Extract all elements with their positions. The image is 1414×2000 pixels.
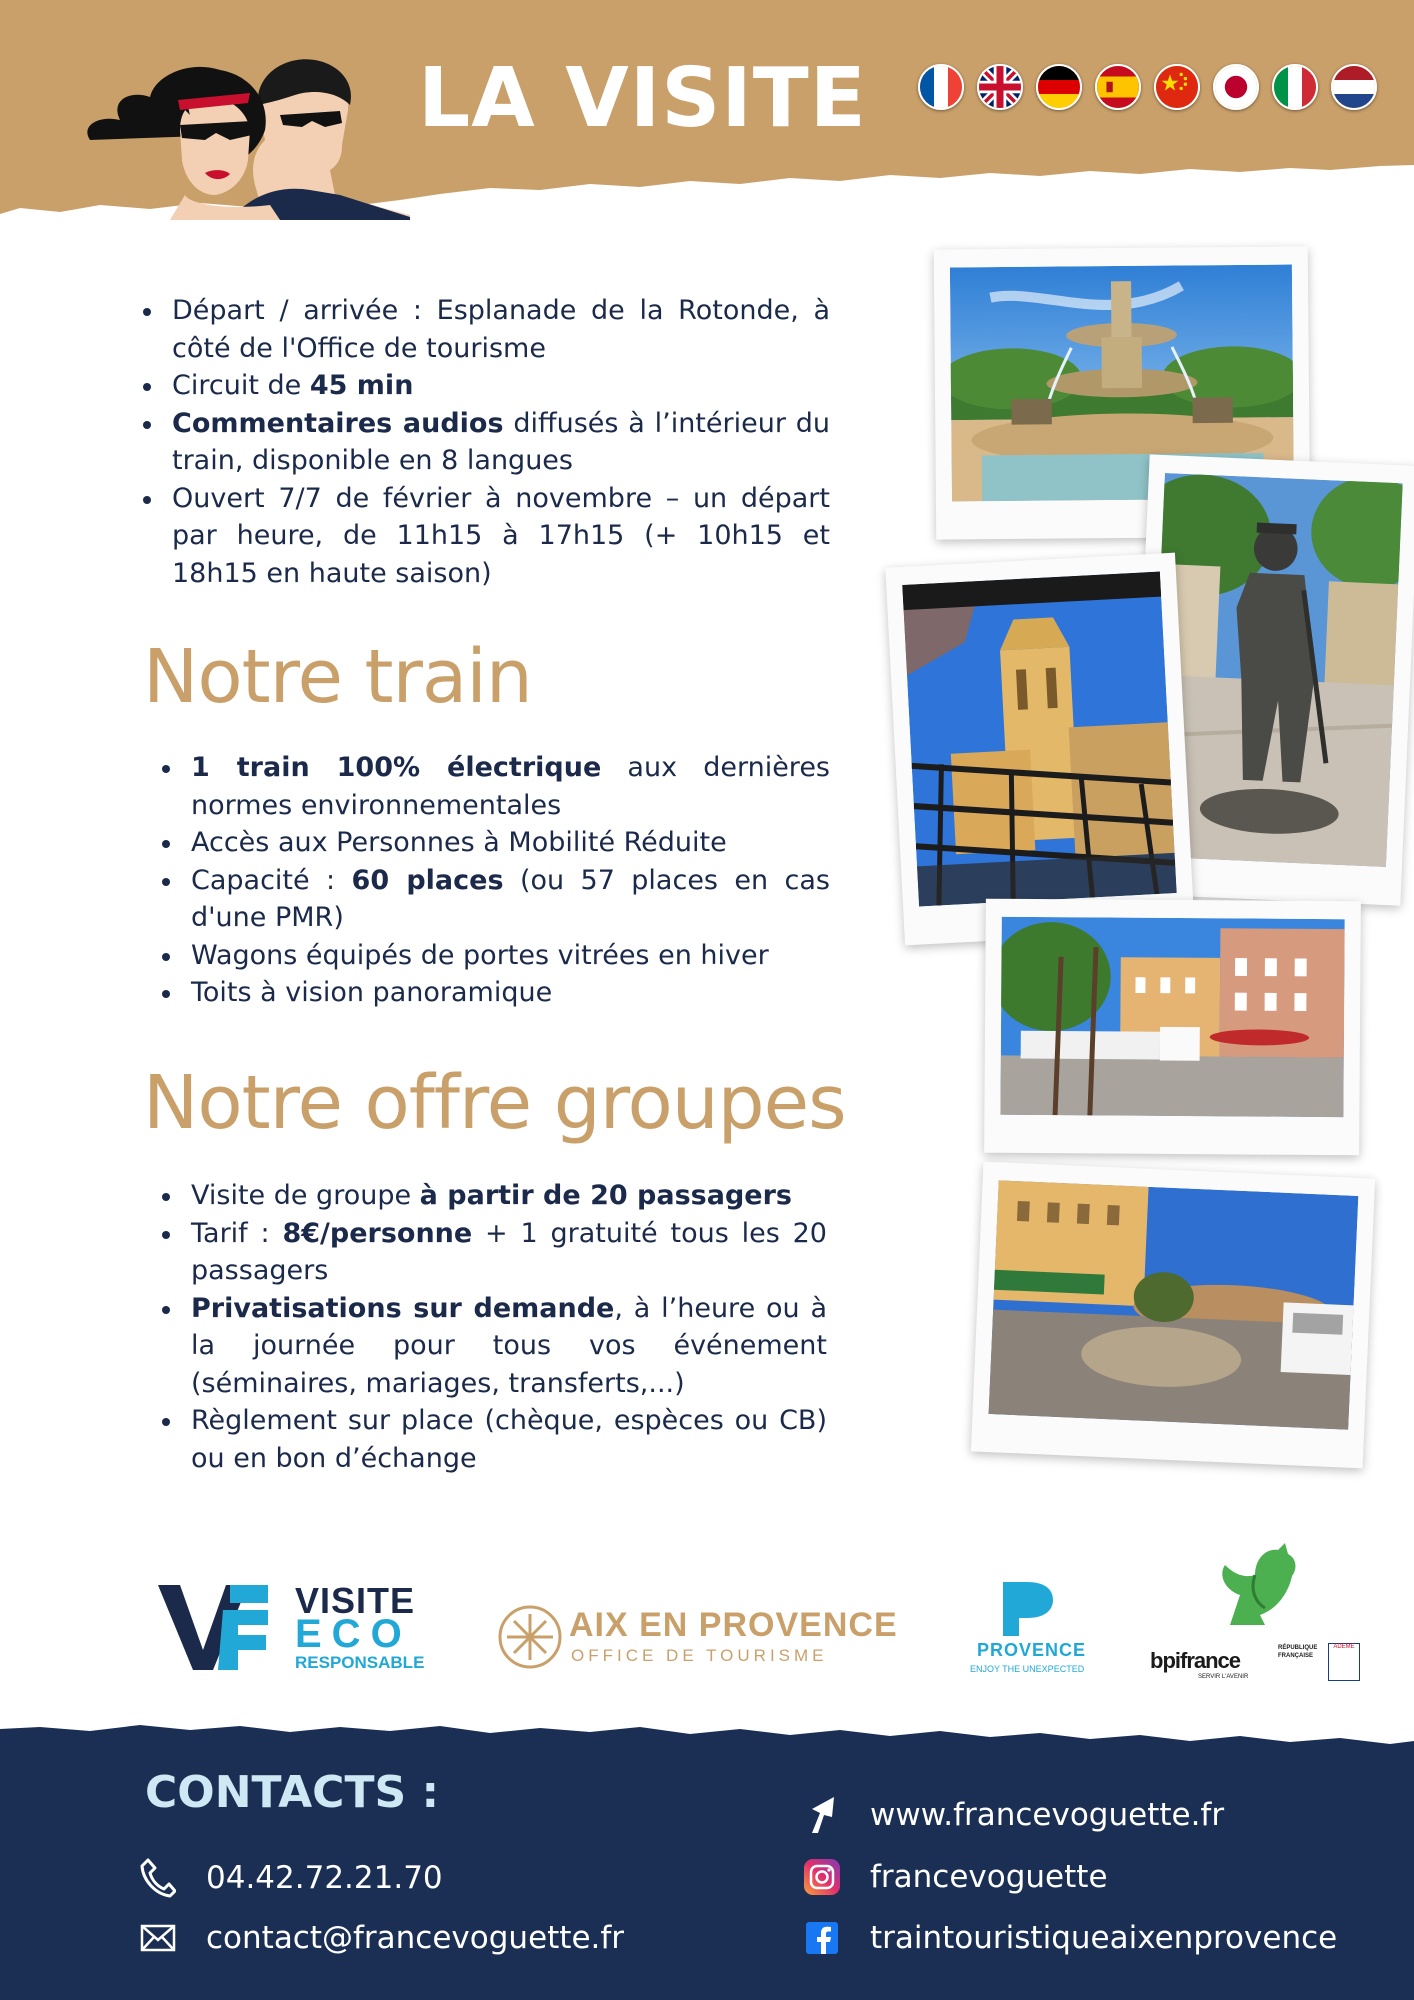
mascots-illustration [80,45,410,220]
list-item [157,1402,827,1477]
text: diffusés à l’intérieur du train, disponible en 8 langues [172,407,830,476]
instagram-icon [802,1857,842,1897]
facebook-icon [802,1918,842,1958]
list-item [138,292,830,367]
contact-instagram[interactable] [802,1857,1108,1897]
bold-text: 1 train 100% électrique [191,752,602,783]
aix-logo-line2: OFFICE DE TOURISME [571,1646,828,1665]
text: Tarif : [191,1217,283,1249]
photo-fontaine-moussue [971,1162,1375,1469]
aix-logo-line1: AIX EN PROVENCE [569,1606,898,1644]
text: + 1 gratuité tous les 20 passagers [191,1217,827,1286]
section-title-groupes: Notre offre groupes [143,1060,846,1146]
facebook-page: traintouristiqueaixenprovence [870,1920,1338,1956]
text: aux dernières normes environnementales [191,752,830,821]
header-band [0,0,1414,225]
contacts-title: CONTACTS : [145,1767,440,1818]
logo-bpifrance-group [1150,1540,1365,1685]
rooster-icon [1210,1540,1300,1630]
list-item [157,862,830,937]
text: Circuit de [172,370,310,401]
provence-logo-line1: PROVENCE [977,1640,1087,1660]
list-item [138,405,830,480]
train-info-list [157,749,830,1012]
list-item [157,974,830,1012]
page-title: LA VISITE [418,51,867,146]
list-item [157,1215,827,1290]
contact-email[interactable] [138,1918,624,1958]
flag-italy-icon[interactable] [1272,64,1318,110]
list-item [157,1290,827,1403]
text: Accès aux Personnes à Mobilité Réduite [191,827,727,858]
sun-icon [497,1604,563,1670]
text: Règlement sur place (chèque, espèces ou CB) ou en bon d’échange [191,1405,827,1474]
text: Wagons équipés de portes vitrées en hiver [191,939,769,971]
list-item [138,480,830,593]
flag-uk-icon[interactable] [977,64,1023,110]
logo-provence [965,1580,1090,1680]
section-title-train: Notre train [143,634,532,720]
instagram-handle: francevoguette [870,1859,1108,1895]
text: Capacité : [191,864,352,896]
text: Départ / arrivée : Esplanade de la Rotonde, à côté de l'Office de tourisme [172,295,830,364]
flag-germany-icon[interactable] [1036,64,1082,110]
contact-phone[interactable] [138,1858,443,1898]
bold-text: Commentaires audios [172,407,504,439]
list-item [138,367,830,405]
list-item [157,1177,827,1215]
logo-aix-office-tourisme [497,1604,912,1674]
flag-spain-icon[interactable] [1095,64,1141,110]
text: Visite de groupe [191,1180,420,1211]
text: , à l’heure ou à la journée pour tous vos événement (séminaires, mariages, transferts,...) [191,1292,827,1399]
visite-eco-line1: VISITE [295,1580,416,1621]
language-flags [918,64,1377,110]
bpifrance-tagline: SERVIR L'AVENIR [1198,1674,1249,1680]
bold-text: 60 places [351,864,504,896]
bold-text: à partir de 20 passagers [419,1180,792,1211]
cursor-arrow-icon [802,1795,842,1835]
ademe-logo: ADEME [1328,1643,1360,1681]
text: (ou 57 places en cas d'une PMR) [191,864,831,933]
flag-france-icon[interactable] [918,64,964,110]
flag-china-icon[interactable] [1154,64,1200,110]
phone-number: 04.42.72.21.70 [206,1860,443,1896]
text: Ouvert 7/7 de février à novembre – un départ par heure, de 11h15 à 17h15 (+ 10h15 et 18h15 en haute saison) [172,482,830,589]
visite-eco-line3: RESPONSABLE [295,1653,425,1672]
republique-francaise-label: RÉPUBLIQUE FRANÇAISE [1278,1645,1318,1659]
list-item [157,937,830,975]
groupes-info-list [157,1177,827,1477]
list-item [157,749,830,824]
website-url: www.francevoguette.fr [870,1797,1225,1833]
bold-text: 8€/personne [282,1217,473,1249]
visite-info-list [138,292,830,592]
photo-saint-sauveur-cathedral [885,553,1194,946]
visite-eco-line2: ECO [295,1612,412,1656]
contact-facebook[interactable] [802,1918,1337,1958]
bold-text: Privatisations sur demande [191,1292,615,1324]
bpifrance-name: bpifrance [1150,1648,1241,1673]
bold-text: 45 min [309,370,414,401]
contact-website[interactable] [802,1795,1224,1835]
logo-visite-eco-responsable [158,1580,443,1675]
envelope-icon [138,1918,178,1958]
list-item [157,824,830,862]
phone-icon [138,1858,178,1898]
provence-logo-line2: ENJOY THE UNEXPECTED [970,1664,1085,1674]
email-address: contact@francevoguette.fr [206,1920,625,1956]
text: Toits à vision panoramique [191,977,553,1008]
flag-netherlands-icon[interactable] [1331,64,1377,110]
flag-japan-icon[interactable] [1213,64,1259,110]
photo-petit-train-square [984,899,1361,1156]
